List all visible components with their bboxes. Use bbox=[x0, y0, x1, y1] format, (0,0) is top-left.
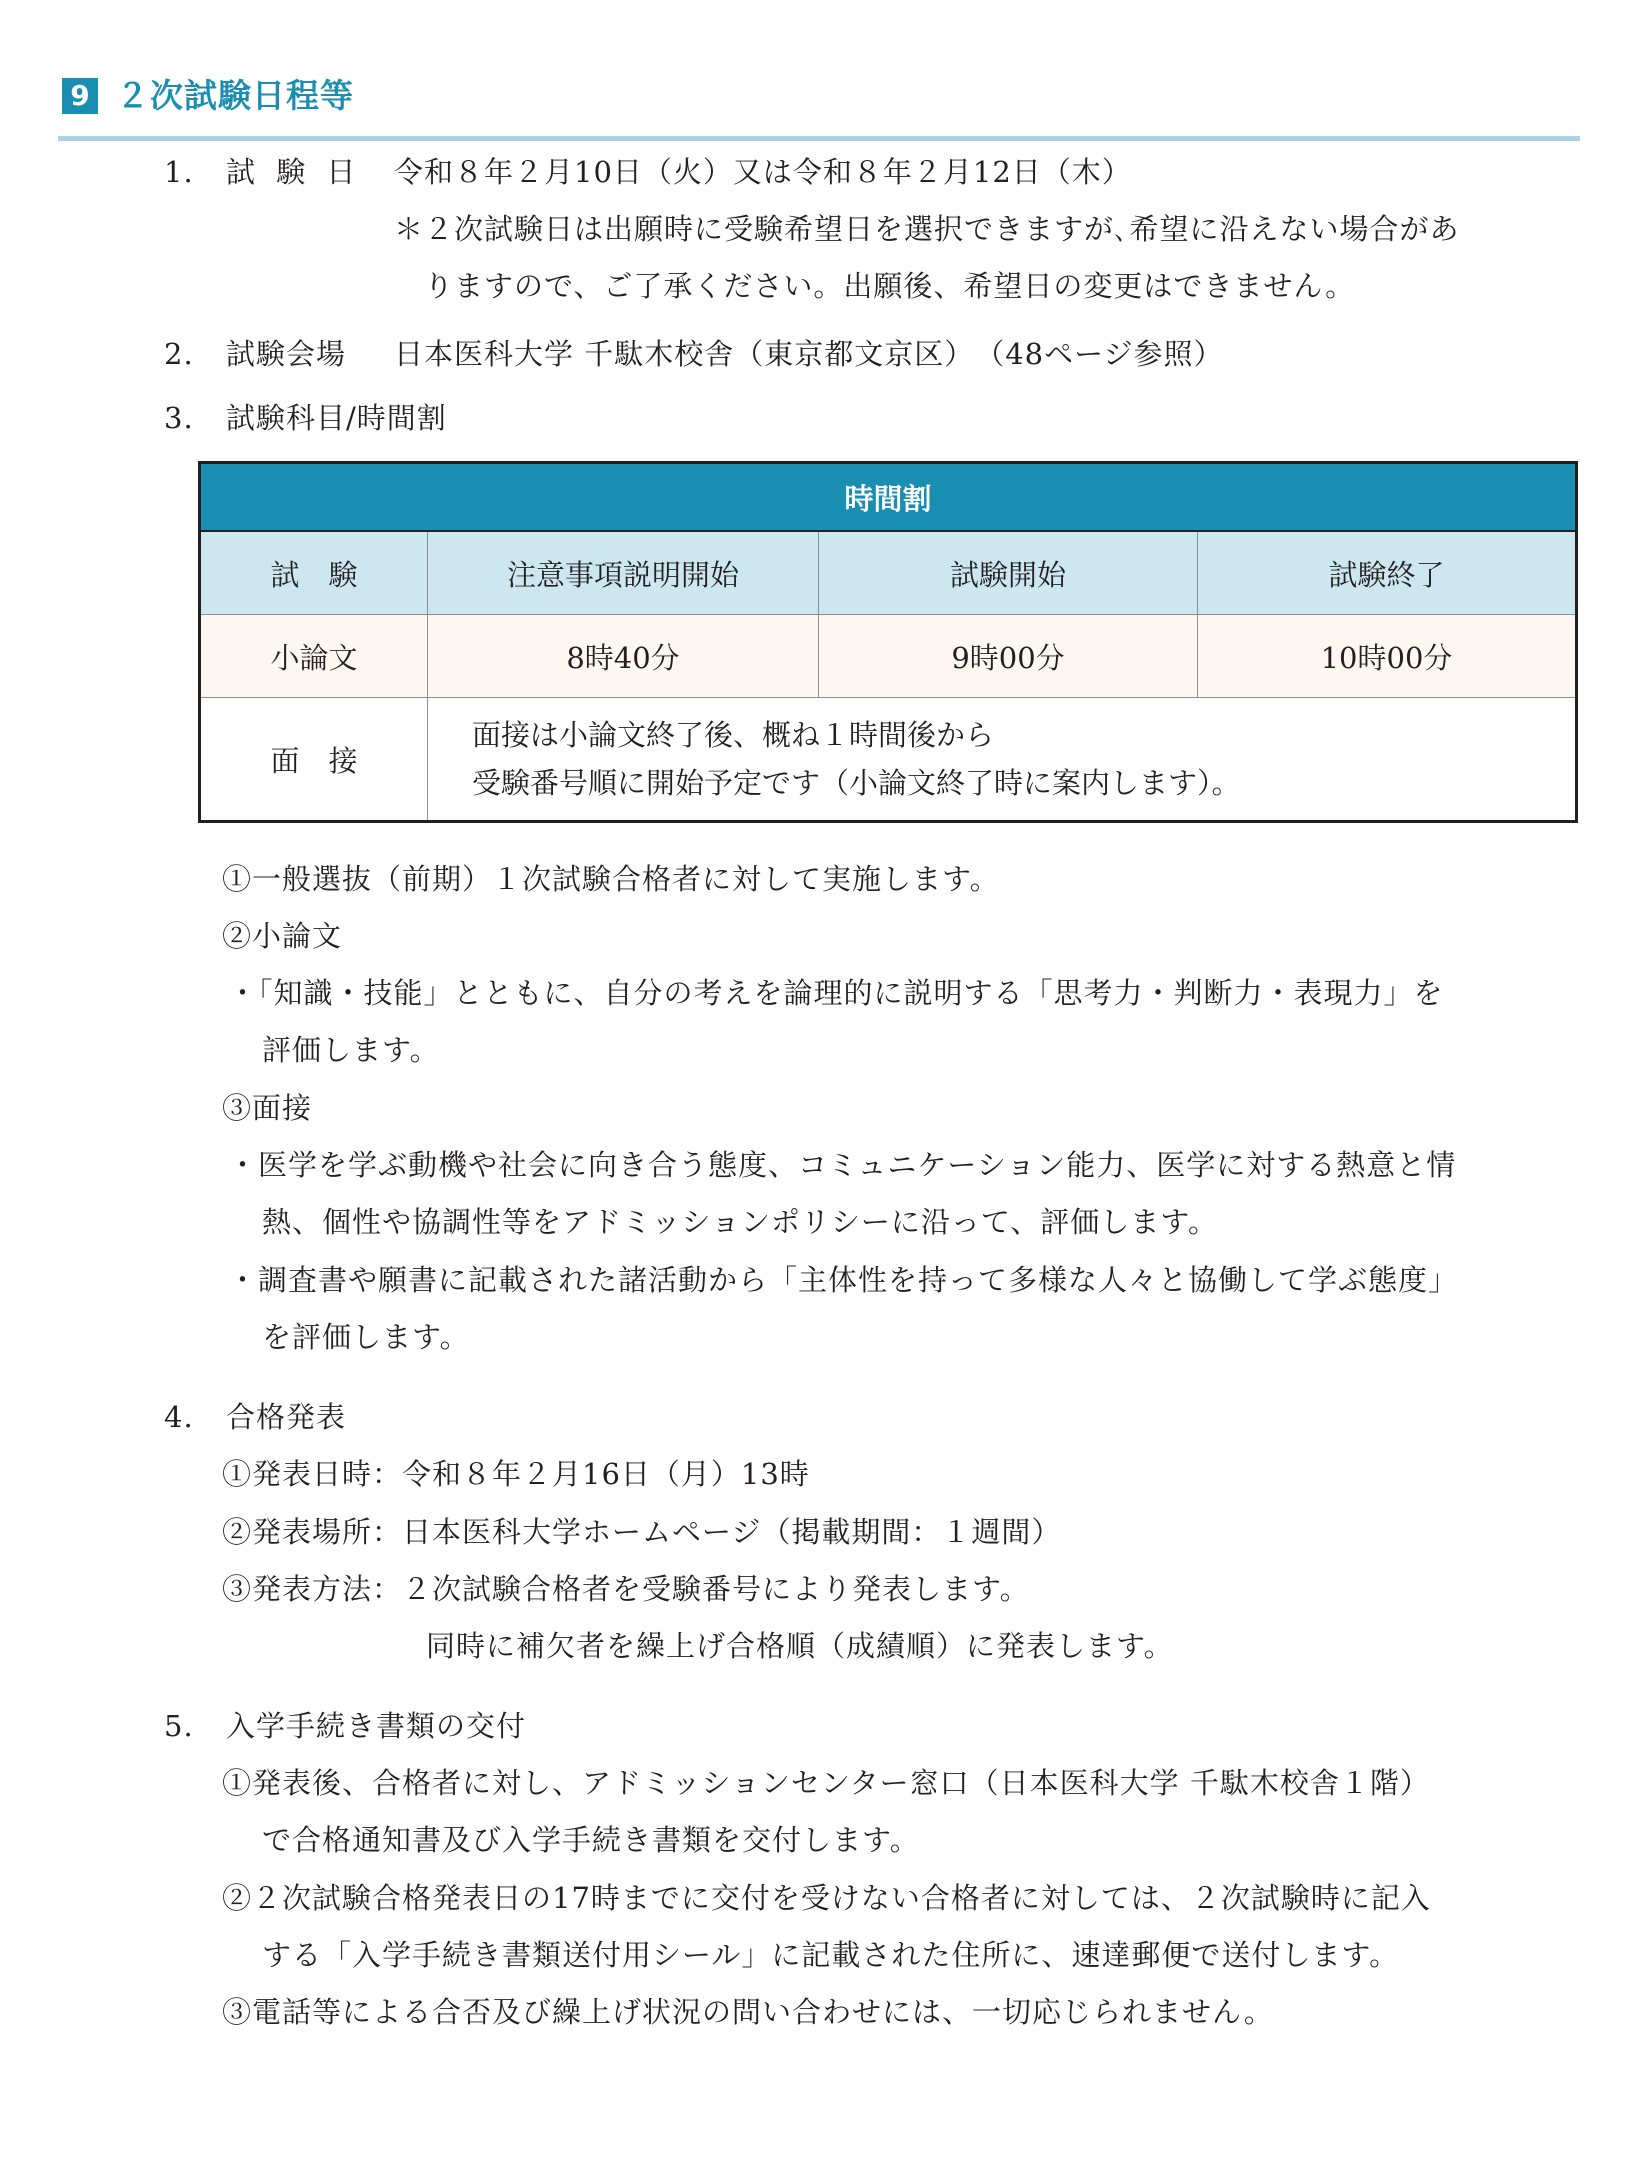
row-essay-label: 小論文 bbox=[200, 615, 428, 698]
note-3-heading: ③面接 bbox=[222, 1091, 313, 1125]
item5-line2a: ②２次試験合格発表日の17時までに交付を受けない合格者に対しては、２次試験時に記入 bbox=[222, 1881, 1431, 1915]
item5-line3: ③電話等による合否及び繰上げ状況の問い合わせには、一切応じられません。 bbox=[222, 1995, 1274, 2029]
item2-number: 2. bbox=[164, 337, 194, 371]
row-interview-label: 面 接 bbox=[200, 698, 428, 822]
item4-line1: ①発表日時：令和８年２月16日（月）13時 bbox=[222, 1457, 810, 1491]
item1-number: 1. bbox=[164, 155, 194, 189]
header-exam-start: 試験開始 bbox=[819, 531, 1198, 615]
item4-line3: ③発表方法：２次試験合格者を受験番号により発表します。 bbox=[222, 1572, 1030, 1606]
note-2-bullet1-line2: 評価します。 bbox=[262, 1033, 440, 1067]
item2-value: 日本医科大学 千駄木校舎（東京都文京区） （48ページ参照） bbox=[394, 337, 1224, 371]
row-essay-start: 9時00分 bbox=[819, 615, 1198, 698]
note-3-bullet2-line1: ・調査書や願書に記載された諸活動から「主体性を持って多様な人々と協働して学ぶ態度」 bbox=[228, 1263, 1459, 1297]
note-3-bullet1-line1: ・医学を学ぶ動機や社会に向き合う態度、コミュニケーション能力、医学に対する熱意と情 bbox=[228, 1148, 1457, 1182]
item1-value: 令和８年２月10日（火）又は令和８年２月12日（木） bbox=[394, 155, 1132, 189]
interview-note-line1: 面接は小論文終了後、概ね１時間後から bbox=[472, 718, 995, 752]
item2-label: 試験会場 bbox=[226, 337, 347, 371]
item3-number: 3. bbox=[164, 401, 194, 435]
row-essay-briefing: 8時40分 bbox=[428, 615, 819, 698]
item5-number: 5. bbox=[164, 1709, 194, 1743]
row-interview-note bbox=[428, 698, 1577, 822]
header-exam: 試 験 bbox=[200, 531, 428, 615]
row-essay-end: 10時00分 bbox=[1198, 615, 1577, 698]
note-1: ①一般選抜（前期）１次試験合格者に対して実施します。 bbox=[222, 862, 1000, 896]
item4-line4: 同時に補欠者を繰上げ合格順（成績順）に発表します。 bbox=[426, 1629, 1174, 1663]
item4-label: 合格発表 bbox=[226, 1400, 347, 1434]
item5-line1b: で合格通知書及び入学手続き書類を交付します。 bbox=[262, 1823, 920, 1857]
timetable-caption: 時間割 bbox=[200, 463, 1577, 532]
header-briefing-start: 注意事項説明開始 bbox=[428, 531, 819, 615]
item4-line2: ②発表場所：日本医科大学ホームページ（掲載期間：１週間） bbox=[222, 1515, 1062, 1549]
note-3-bullet2-line2: を評価します。 bbox=[262, 1320, 470, 1354]
interview-note-line2: 受験番号順に開始予定です（小論文終了時に案内します）。 bbox=[472, 766, 1241, 800]
note-2-heading: ②小論文 bbox=[222, 919, 343, 953]
item1-label: 試 験 日 bbox=[226, 155, 362, 189]
timetable bbox=[198, 461, 1578, 823]
item5-line1a: ①発表後、合格者に対し、アドミッションセンター窓口（日本医科大学 千駄木校舎１階） bbox=[222, 1766, 1430, 1800]
item1-note-line1: ＊２次試験日は出願時に受験希望日を選択できますが､希望に沿えない場合があ bbox=[394, 212, 1460, 246]
note-3-bullet1-line2: 熱、個性や協調性等をアドミッションポリシーに沿って、評価します。 bbox=[262, 1205, 1218, 1239]
section-title: ２次試験日程等 bbox=[116, 76, 354, 115]
section-header bbox=[58, 66, 1580, 141]
item4-number: 4. bbox=[164, 1400, 194, 1434]
item5-label: 入学手続き書類の交付 bbox=[226, 1709, 527, 1743]
item3-label: 試験科目/時間割 bbox=[226, 401, 447, 435]
item5-line2b: する「入学手続き書類送付用シール」に記載された住所に、速達郵便で送付します。 bbox=[262, 1938, 1400, 1972]
header-exam-end: 試験終了 bbox=[1198, 531, 1577, 615]
item1-note-line2: りますので、ご了承ください。出願後、希望日の変更はできません。 bbox=[424, 269, 1356, 303]
note-2-bullet1-line1: ・「知識・技能」とともに、自分の考えを論理的に説明する「思考力・判断力・表現力」を bbox=[228, 976, 1444, 1010]
section-number-badge: 9 bbox=[62, 78, 98, 114]
